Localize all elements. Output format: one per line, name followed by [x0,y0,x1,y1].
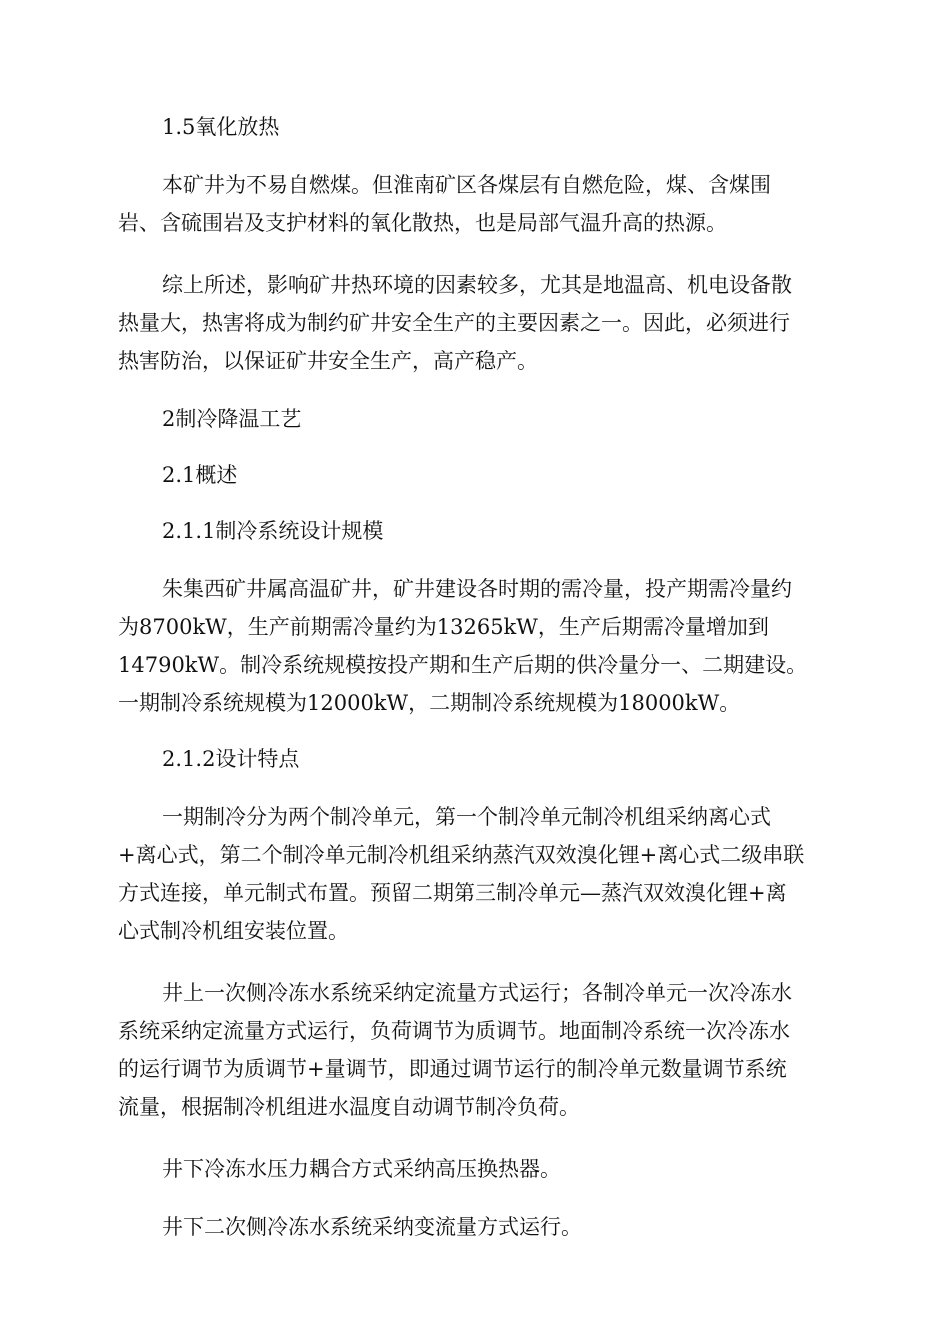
paragraph-summary [118,266,832,380]
paragraph-line: 一期制冷分为两个制冷单元，第一个制冷单元制冷机组采纳离心式 [162,805,771,829]
paragraph-line: 方式连接，单元制式布置。预留二期第三制冷单元—蒸汽双效溴化锂+离 [118,881,787,905]
paragraph-line: 为8700kW，生产前期需冷量约为13265kW，生产后期需冷量增加到 [118,615,769,639]
paragraph-line: +离心式，第二个制冷单元制冷机组采纳蒸汽双效溴化锂+离心式二级串联 [118,843,805,867]
paragraph-line: 流量，根据制冷机组进水温度自动调节制冷负荷。 [118,1095,580,1119]
section-heading-2-1-1: 2.1.1制冷系统设计规模 [162,519,384,543]
paragraph-line: 系统采纳定流量方式运行，负荷调节为质调节。地面制冷系统一次冷冻水 [118,1019,790,1043]
paragraph-chilled-water [118,974,832,1126]
section-heading-2: 2制冷降温工艺 [162,407,302,431]
paragraph-pressure-coupling [118,1150,832,1188]
paragraph-line: 综上所述，影响矿井热环境的因素较多，尤其是地温高、机电设备散 [162,273,792,297]
section-heading-1-5: 1.5氧化放热 [162,115,280,139]
paragraph-line: 心式制冷机组安装位置。 [118,919,349,943]
paragraph-line: 井上一次侧冷冻水系统采纳定流量方式运行；各制冷单元一次冷冻水 [162,981,792,1005]
paragraph-line: 井下二次侧冷冻水系统采纳变流量方式运行。 [162,1215,582,1239]
paragraph-design-features [118,798,832,950]
paragraph-line: 热害防治，以保证矿井安全生产，高产稳产。 [118,349,538,373]
paragraph-line: 一期制冷系统规模为12000kW，二期制冷系统规模为18000kW。 [118,691,741,715]
paragraph-oxidation [118,166,832,242]
paragraph-design-scale [118,570,832,722]
paragraph-secondary-system [118,1208,832,1246]
paragraph-line: 井下冷冻水压力耦合方式采纳高压换热器。 [162,1157,561,1181]
section-heading-2-1: 2.1概述 [162,463,238,487]
section-heading-2-1-2: 2.1.2设计特点 [162,747,300,771]
paragraph-line: 14790kW。制冷系统规模按投产期和生产后期的供冷量分一、二期建设。 [118,653,808,677]
paragraph-line: 岩、含硫围岩及支护材料的氧化散热，也是局部气温升高的热源。 [118,211,727,235]
paragraph-line: 的运行调节为质调节+量调节，即通过调节运行的制冷单元数量调节系统 [118,1057,787,1081]
paragraph-line: 热量大，热害将成为制约矿井安全生产的主要因素之一。因此，必须进行 [118,311,790,335]
paragraph-line: 朱集西矿井属高温矿井，矿井建设各时期的需冷量，投产期需冷量约 [162,577,792,601]
paragraph-line: 本矿井为不易自燃煤。但淮南矿区各煤层有自燃危险，煤、含煤围 [162,173,771,197]
